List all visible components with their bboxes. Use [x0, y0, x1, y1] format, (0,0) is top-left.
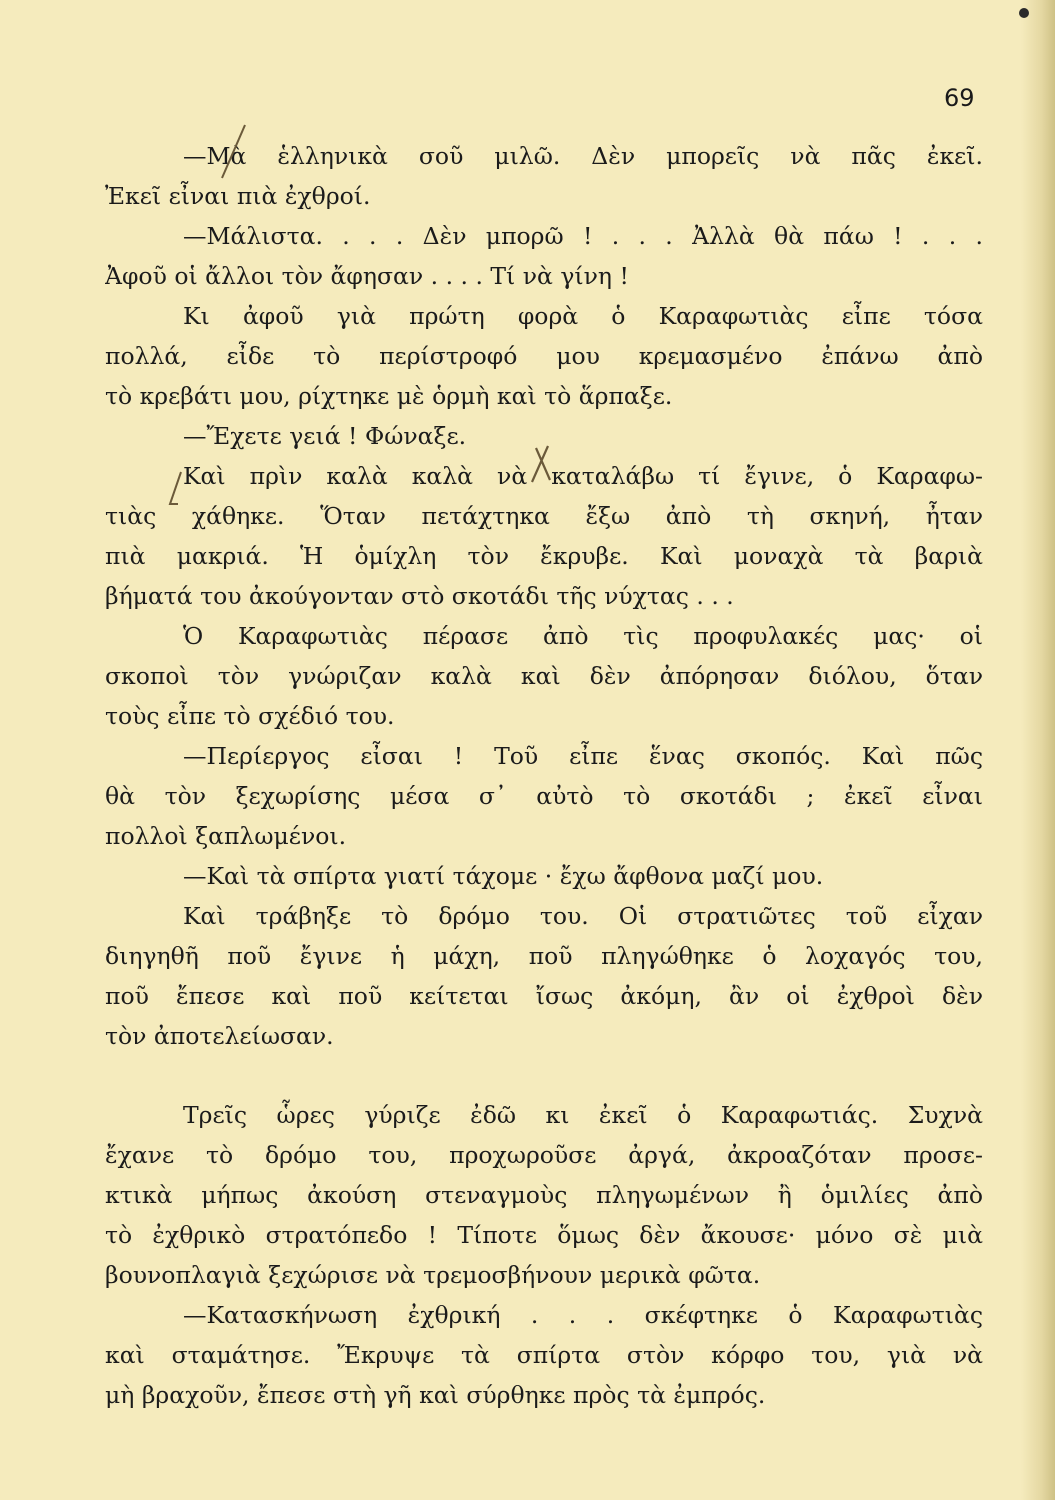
- text-line: πιὰ μακριά. Ἡ ὁμίχλη τὸν ἔκρυβε. Καὶ μοναχὰ τὰ βαριὰ: [105, 542, 983, 570]
- text-line: βήματά του ἀκούγονταν στὸ σκοτάδι τῆς νύχτας . . .: [105, 582, 734, 610]
- section-break: [105, 1056, 983, 1095]
- text-line: θὰ τὸν ξεχωρίσης μέσα σ᾽ αὐτὸ τὸ σκοτάδι ; ἐκεῖ εἶναι: [105, 782, 983, 810]
- text-line: Καὶ πρὶν καλὰ καλὰ νὰ καταλάβω τί ἔγινε, ὁ Καραφω-: [183, 462, 983, 490]
- text-line: ποῦ ἔπεσε καὶ ποῦ κείτεται ἴσως ἀκόμη, ἂν οἱ ἐχθροὶ δὲν: [105, 982, 983, 1010]
- text-line: σκοποὶ τὸν γνώριζαν καλὰ καὶ δὲν ἀπόρησαν διόλου, ὅταν: [105, 662, 983, 690]
- text-line: Τρεῖς ὧρες γύριζε ἐδῶ κι ἐκεῖ ὁ Καραφωτιάς. Συχνὰ: [183, 1101, 983, 1129]
- text-line: τὸ κρεβάτι μου, ρίχτηκε μὲ ὁρμὴ καὶ τὸ ἅρπαξε.: [105, 382, 673, 410]
- text-line: ἔχανε τὸ δρόμο του, προχωροῦσε ἀργά, ἀκροαζόταν προσε-: [105, 1141, 983, 1169]
- page-number: 69: [944, 84, 975, 112]
- text-line: πολλά, εἶδε τὸ περίστροφό μου κρεμασμένο ἐπάνω ἀπὸ: [105, 342, 983, 370]
- text-line: Ἐκεῖ εἶναι πιὰ ἐχθροί.: [105, 182, 371, 210]
- text-line: —Μάλιστα. . . . Δὲν μπορῶ ! . . . Ἀλλὰ θὰ πάω ! . . .: [183, 222, 983, 250]
- text-line: —Μὰ ἑλληνικὰ σοῦ μιλῶ. Δὲν μπορεῖς νὰ πᾶς ἐκεῖ.: [183, 142, 983, 170]
- text-line: τὸν ἀποτελείωσαν.: [105, 1022, 334, 1050]
- text-line: καὶ σταμάτησε. Ἔκρυψε τὰ σπίρτα στὸν κόρφο του, γιὰ νὰ: [105, 1341, 983, 1369]
- text-line: τοὺς εἶπε τὸ σχέδιό του.: [105, 702, 395, 730]
- text-line: Ἀφοῦ οἱ ἄλλοι τὸν ἄφησαν . . . . Τί νὰ γίνη !: [105, 262, 629, 290]
- text-line: μὴ βραχοῦν, ἔπεσε στὴ γῆ καὶ σύρθηκε πρὸς τὰ ἐμπρός.: [105, 1381, 766, 1409]
- page-edge-shadow: [1021, 0, 1055, 1500]
- text-line: —Περίεργος εἶσαι ! Τοῦ εἶπε ἕνας σκοπός. Καὶ πῶς: [183, 742, 983, 770]
- ink-spot: [1019, 8, 1029, 18]
- text-line: —Ἔχετε γειά ! Φώναξε.: [183, 422, 467, 450]
- text-line: κτικὰ μήπως ἀκούση στεναγμοὺς πληγωμένων ἢ ὁμιλίες ἀπὸ: [105, 1181, 983, 1209]
- body-text: [105, 136, 983, 1415]
- text-line: Κι ἀφοῦ γιὰ πρώτη φορὰ ὁ Καραφωτιὰς εἶπε τόσα: [183, 302, 983, 330]
- text-line: —Καὶ τὰ σπίρτα γιατί τάχομε · ἔχω ἄφθονα μαζί μου.: [183, 862, 824, 890]
- text-line: τὸ ἐχθρικὸ στρατόπεδο ! Τίποτε ὅμως δὲν ἄκουσε· μόνο σὲ μιὰ: [105, 1221, 983, 1249]
- text-line: βουνοπλαγιὰ ξεχώρισε νὰ τρεμοσβήνουν μερικὰ φῶτα.: [105, 1261, 761, 1289]
- text-line: διηγηθῆ ποῦ ἔγινε ἡ μάχη, ποῦ πληγώθηκε ὁ λοχαγός του,: [105, 942, 983, 970]
- text-line: —Κατασκήνωση ἐχθρική . . . σκέφτηκε ὁ Καραφωτιὰς: [183, 1301, 983, 1329]
- text-line: πολλοὶ ξαπλωμένοι.: [105, 822, 347, 850]
- text-line: τιὰς χάθηκε. Ὅταν πετάχτηκα ἔξω ἀπὸ τὴ σκηνή, ἦταν: [105, 502, 983, 530]
- text-line: Ὁ Καραφωτιὰς πέρασε ἀπὸ τὶς προφυλακές μας· οἱ: [183, 622, 983, 650]
- text-line: Καὶ τράβηξε τὸ δρόμο του. Οἱ στρατιῶτες τοῦ εἶχαν: [183, 902, 983, 930]
